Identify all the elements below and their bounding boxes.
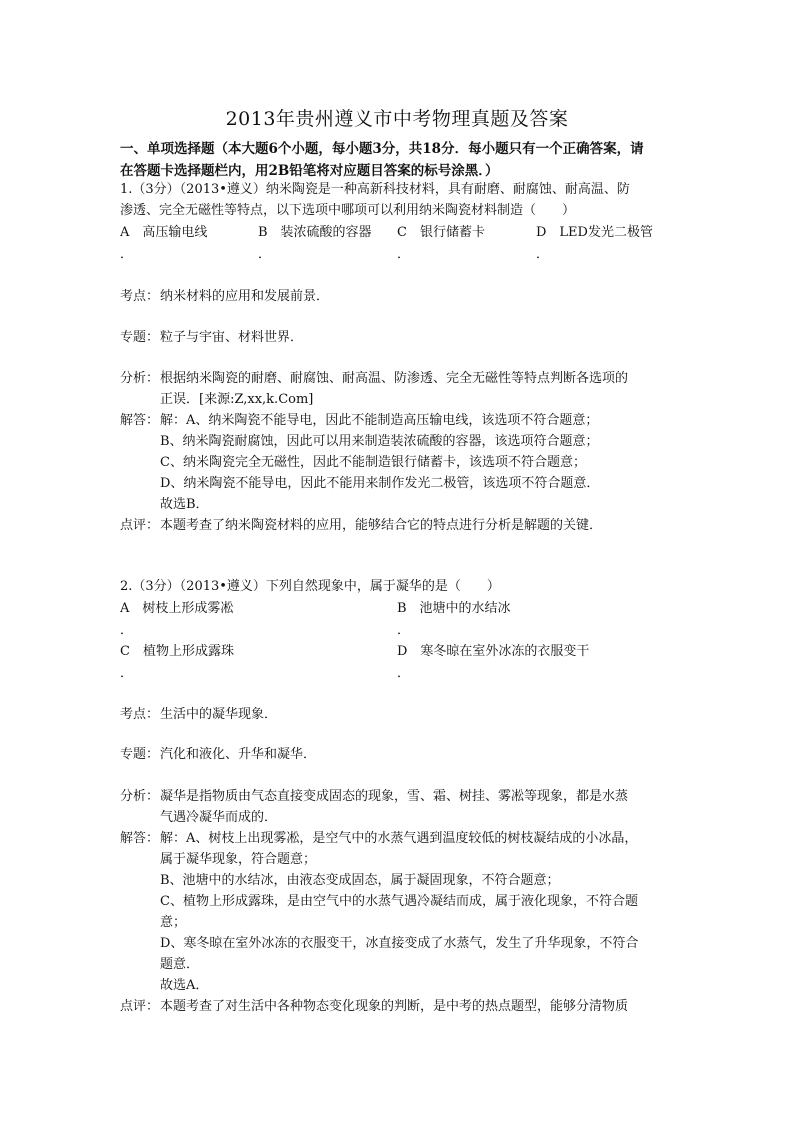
q2-jieda-label: 解答：: [120, 831, 160, 846]
q1-fenxi-line-2: 正误．[来源:Z,xx,k.Com]: [160, 392, 314, 407]
q2-jieda-line-1: 解：A、树枝上出现雾凇，是空气中的水蒸气遇到温度较低的树枝凝结成的小冰晶，: [160, 831, 638, 846]
q2-kaodian-text: 生活中的凝华现象．: [160, 707, 278, 722]
q1-fenxi-label: 分析：: [120, 371, 160, 386]
q1-option-c-dot: ．: [397, 247, 411, 262]
q2-option-c: C 植物上形成露珠: [120, 644, 234, 659]
q1-zhuanti-text: 粒子与宇宙、材料世界．: [160, 330, 304, 345]
q2-option-d: D 寒冬晾在室外冰冻的衣服变干: [397, 644, 590, 659]
q2-option-b-dot: ．: [397, 623, 411, 638]
q2-zhuanti-text: 汽化和液化、升华和凝华．: [160, 747, 317, 762]
q1-stem-line-1: 1.（3分）（2013•遵义）纳米陶瓷是一种高新科技材料，具有耐磨、耐腐蚀、耐高温、防: [120, 182, 630, 197]
q2-stem: 2.（3分）（2013•遵义）下列自然现象中，属于凝华的是（ ）: [120, 579, 500, 594]
section-heading-line-2: 在答题卡选择题栏内，用2B铅笔将对应题目答案的标号涂黑．）: [120, 163, 499, 179]
page-title: 2013年贵州遵义市中考物理真题及答案: [225, 108, 569, 130]
section-heading-line-1: 一、单项选择题（本大题6个小题，每小题3分，共18分．每小题只有一个正确答案，请: [120, 141, 644, 157]
q2-option-b: B 池塘中的水结冰: [397, 601, 511, 616]
q1-kaodian-text: 纳米材料的应用和发展前景．: [160, 289, 330, 304]
q1-jieda-line-4: D、纳米陶瓷不能导电，因此不能用来制作发光二极管，该选项不符合题意．: [160, 476, 600, 491]
section-heading: [120, 138, 680, 182]
q1-jieda-line-5: 故选B．: [160, 497, 209, 512]
q2-dianping-text: 本题考查了对生活中各种物态变化现象的判断，是中考的热点题型，能够分清物质: [160, 999, 629, 1014]
q2-option-d-dot: ．: [397, 666, 411, 681]
q2-jieda-line-5: 意；: [160, 915, 187, 930]
q1-kaodian-label: 考点：: [120, 289, 160, 304]
q1-option-a-dot: ．: [120, 247, 134, 262]
q1-zhuanti-label: 专题：: [120, 330, 160, 345]
q2-zhuanti-label: 专题：: [120, 747, 160, 762]
q2-kaodian-label: 考点：: [120, 707, 160, 722]
q1-dianping-label: 点评：: [120, 518, 160, 533]
q1-dianping-text: 本题考查了纳米陶瓷材料的应用，能够结合它的特点进行分析是解题的关键．: [160, 518, 603, 533]
q2-jieda-line-3: B、池塘中的水结冰，由液态变成固态，属于凝固现象，不符合题意；: [160, 873, 560, 888]
q1-option-d-dot: ．: [536, 247, 550, 262]
q1-fenxi-line-1: 根据纳米陶瓷的耐磨、耐腐蚀、耐高温、防渗透、完全无磁性等特点判断各选项的: [160, 371, 629, 386]
q2-fenxi-line-1: 凝华是指物质由气态直接变成固态的现象，雪、霜、树挂、雾凇等现象，都是水蒸: [160, 789, 629, 804]
q2-option-a-dot: ．: [120, 623, 134, 638]
q2-option-c-dot: ．: [120, 666, 134, 681]
q1-option-a: A 高压输电线: [120, 225, 208, 240]
q1-option-c: C 银行储蓄卡: [397, 225, 485, 240]
q1-stem-line-2: 渗透、完全无磁性等特点，以下选项中哪项可以利用纳米陶瓷材料制造（ ）: [120, 203, 576, 218]
q2-jieda-line-8: 故选A．: [160, 978, 209, 993]
q1-option-b: B 装浓硫酸的容器: [258, 225, 372, 240]
q2-option-a: A 树枝上形成雾凇: [120, 601, 234, 616]
q2-dianping-label: 点评：: [120, 999, 160, 1014]
q1-jieda-line-3: C、纳米陶瓷完全无磁性，因此不能制造银行储蓄卡，该选项不符合题意；: [160, 455, 586, 470]
q1-jieda-label: 解答：: [120, 413, 160, 428]
q2-fenxi-label: 分析：: [120, 789, 160, 804]
q1-option-b-dot: ．: [258, 247, 272, 262]
q2-jieda-line-4: C、植物上形成露珠，是由空气中的水蒸气遇冷凝结而成，属于液化现象，不符合题: [160, 894, 638, 909]
q1-jieda-line-2: B、纳米陶瓷耐腐蚀，因此可以用来制造装浓硫酸的容器，该选项符合题意；: [160, 434, 599, 449]
q2-fenxi-line-2: 气遇冷凝华而成的．: [160, 810, 278, 825]
q2-jieda-line-2: 属于凝华现象，符合题意；: [160, 852, 317, 867]
q1-option-d: D LED发光二极管: [536, 225, 653, 240]
q1-jieda-line-1: 解：A、纳米陶瓷不能导电，因此不能制造高压输电线，该选项不符合题意；: [160, 413, 599, 428]
q2-jieda-line-7: 题意．: [160, 957, 200, 972]
q2-jieda-line-6: D、寒冬晾在室外冰冻的衣服变干，冰直接变成了水蒸气，发生了升华现象，不符合: [160, 936, 639, 951]
